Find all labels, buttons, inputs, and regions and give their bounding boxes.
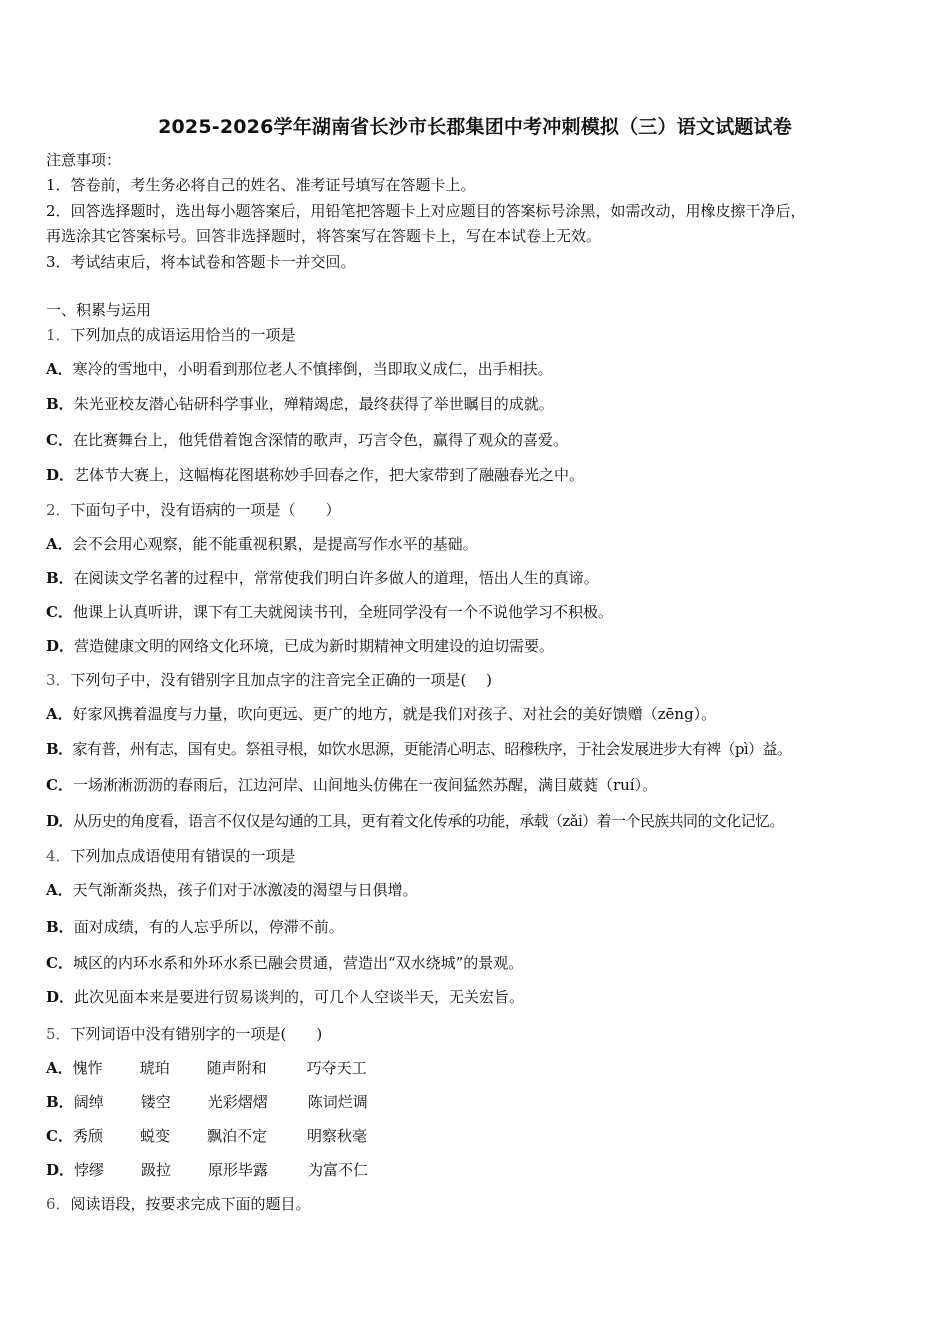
- question-text: 下面句子中，没有语病的一项是（ ）: [70, 501, 341, 519]
- question-text: 下列句子中，没有错别字且加点字的注音完全正确的一项是( ): [70, 671, 493, 689]
- option-label: B．: [46, 740, 73, 758]
- section-heading: 一、积累与运用: [46, 301, 152, 319]
- question-text: 下列加点的成语运用恰当的一项是: [70, 326, 296, 344]
- word: 琥珀: [139, 1059, 170, 1077]
- question-text: 下列词语中没有错别字的一项是( ): [70, 1025, 323, 1043]
- word: 原形毕露: [208, 1161, 269, 1179]
- q5-option-d: [46, 1160, 910, 1180]
- exam-title: 2025-2026学年湖南省长沙市长郡集团中考冲刺模拟（三）语文试题试卷: [158, 116, 792, 138]
- option-label: B．: [46, 1093, 74, 1111]
- q3-option-b: [46, 739, 910, 759]
- option-text: 城区的内环水系和外环水系已融会贯通，营造出“双水绕城”的景观。: [72, 954, 524, 972]
- q3-option-c: [46, 775, 910, 795]
- option-label: D．: [46, 637, 75, 655]
- question-text: 下列加点成语使用有错误的一项是: [70, 847, 296, 865]
- word: 阔绰: [73, 1093, 104, 1111]
- q4-option-b: [46, 917, 910, 937]
- option-text: 一场淅淅沥沥的春雨后，江边河岸、山间地头仿佛在一夜间猛然苏醒，满目葳蕤（ruí）。: [72, 776, 658, 794]
- option-text: 家有普，州有志，国有史。祭祖寻根，如饮水思源，更能清心明志、昭穆秩序，于社会发展进步大有裨（pì）益。: [72, 740, 792, 758]
- question-text: 阅读语段，按要求完成下面的题目。: [70, 1195, 311, 1213]
- option-label: D．: [46, 988, 75, 1006]
- q2-option-b: [46, 568, 910, 588]
- option-label: A．: [46, 881, 73, 899]
- q1-option-a: [46, 359, 910, 379]
- option-label: A．: [46, 705, 73, 723]
- q5-option-a: [46, 1058, 910, 1078]
- question-5-stem: [46, 1024, 910, 1044]
- q4-option-d: [46, 987, 910, 1007]
- word: 光彩熠熠: [207, 1093, 268, 1111]
- option-label: B．: [46, 918, 74, 936]
- word: 巧夺天工: [306, 1059, 367, 1077]
- option-label: C．: [46, 431, 73, 449]
- q4-option-a: [46, 880, 910, 900]
- word: 陈词烂调: [307, 1093, 368, 1111]
- q1-option-d: [46, 465, 910, 485]
- q1-option-b: [46, 394, 910, 414]
- option-text: 他课上认真听讲，课下有工夫就阅读书刊，全班同学没有一个不说他学习不积极。: [72, 603, 613, 621]
- q3-option-d: [46, 811, 910, 831]
- word: 悖缪: [74, 1161, 105, 1179]
- q3-option-a: [46, 704, 910, 724]
- option-text: 在阅读文学名著的过程中，常常使我们明白许多做人的道理，悟出人生的真谛。: [73, 569, 599, 587]
- question-number: 6．: [46, 1195, 71, 1213]
- option-label: D．: [46, 1161, 75, 1179]
- word: 秀颀: [72, 1127, 103, 1145]
- question-number: 2．: [46, 501, 71, 519]
- option-text: 此次见面本来是要进行贸易谈判的，可几个人空谈半天，无关宏旨。: [74, 988, 525, 1006]
- word: 趿拉: [141, 1161, 172, 1179]
- question-6-stem: [46, 1194, 910, 1214]
- question-number: 3．: [46, 671, 71, 689]
- option-label: D．: [46, 466, 75, 484]
- option-text: 会不会用心观察，能不能重视积累，是提高写作水平的基础。: [72, 535, 478, 553]
- notice-item-3: 3．考试结束后，将本试卷和答题卡一并交回。: [46, 253, 356, 271]
- option-text: 在比赛舞台上，他凭借着饱含深情的歌声，巧言令色，赢得了观众的喜爱。: [72, 431, 568, 449]
- word: 飘泊不定: [206, 1127, 267, 1145]
- question-4-stem: [46, 846, 910, 866]
- word: 镂空: [140, 1093, 171, 1111]
- option-text: 好家风携着温度与力量，吹向更远、更广的地方，就是我们对孩子、对社会的美好馈赠（zēng）。: [72, 705, 717, 723]
- question-1-stem: [46, 325, 910, 345]
- option-label: A．: [46, 535, 73, 553]
- option-label: C．: [46, 603, 73, 621]
- option-text: 天气渐渐炎热，孩子们对于冰激凌的渴望与日俱增。: [72, 881, 418, 899]
- option-label: C．: [46, 1127, 73, 1145]
- word: 明察秋毫: [306, 1127, 367, 1145]
- word: 蜕变: [139, 1127, 170, 1145]
- question-3-stem: [46, 670, 910, 690]
- option-label: C．: [46, 776, 73, 794]
- q2-option-a: [46, 534, 910, 554]
- q2-option-c: [46, 602, 910, 622]
- notice-heading: 注意事项：: [46, 151, 122, 169]
- option-label: B．: [46, 569, 74, 587]
- option-label: A．: [46, 360, 73, 378]
- option-label: B．: [46, 395, 74, 413]
- option-text: 从历史的角度看，语言不仅仅是勾通的工具，更有着文化传承的功能，承载（zǎi）着一个民族共同的文化记忆。: [72, 812, 784, 830]
- q2-option-d: [46, 636, 910, 656]
- word: 为富不仁: [308, 1161, 369, 1179]
- option-text: 寒冷的雪地中，小明看到那位老人不慎摔倒，当即取义成仁，出手相扶。: [72, 360, 553, 378]
- q5-option-b: [46, 1092, 910, 1112]
- notice-item-2: 2．回答选择题时，选出每小题答案后，用铅笔把答题卡上对应题目的答案标号涂黑，如需改动，用橡皮擦干净后，: [46, 202, 806, 220]
- option-text: 面对成绩，有的人忘乎所以，停滞不前。: [73, 918, 344, 936]
- q4-option-c: [46, 953, 910, 973]
- word: 愧怍: [72, 1059, 103, 1077]
- q1-option-c: [46, 430, 910, 450]
- option-text: 营造健康文明的网络文化环境，已成为新时期精神文明建设的迫切需要。: [74, 637, 555, 655]
- option-text: 艺体节大赛上，这幅梅花图堪称妙手回春之作，把大家带到了融融春光之中。: [74, 466, 585, 484]
- word: 随声附和: [206, 1059, 267, 1077]
- option-label: D．: [46, 812, 73, 830]
- question-2-stem: [46, 500, 910, 520]
- option-label: A．: [46, 1059, 73, 1077]
- question-number: 5．: [46, 1025, 71, 1043]
- notice-item-2-cont: 再选涂其它答案标号。回答非选择题时，将答案写在答题卡上，写在本试卷上无效。: [46, 227, 602, 245]
- option-label: C．: [46, 954, 73, 972]
- question-number: 4．: [46, 847, 71, 865]
- option-text: 朱光亚校友潜心钻研科学事业，殚精竭虑，最终获得了举世瞩目的成就。: [73, 395, 554, 413]
- q5-option-c: [46, 1126, 910, 1146]
- notice-item-1: 1．答卷前，考生务必将自己的姓名、准考证号填写在答题卡上。: [46, 176, 476, 194]
- question-number: 1．: [46, 326, 71, 344]
